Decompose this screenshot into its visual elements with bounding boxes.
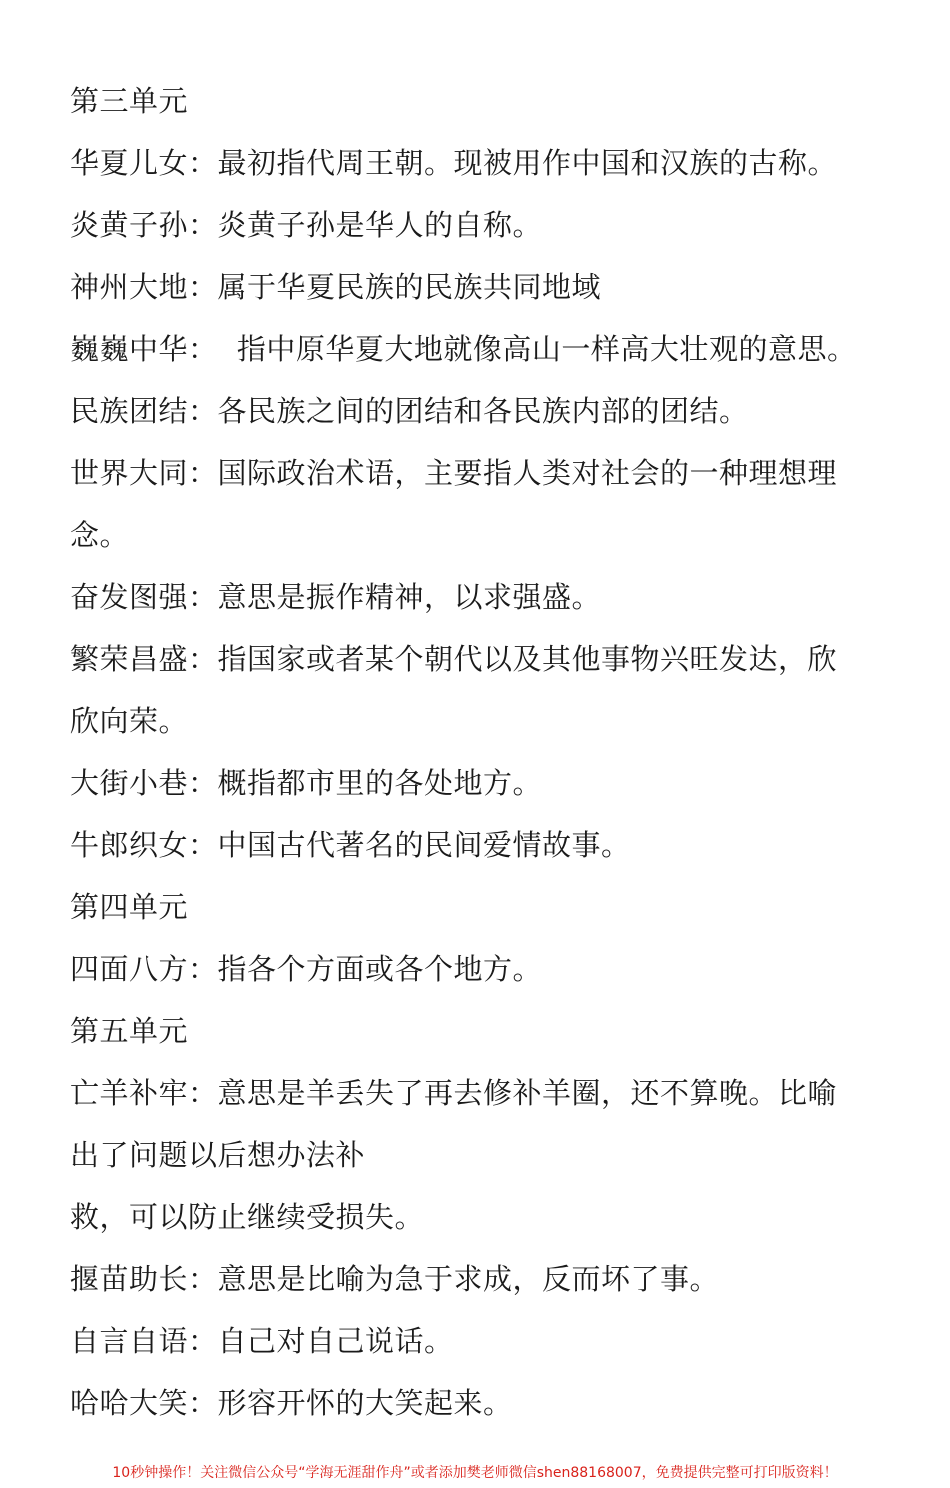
vocab-entry: 自言自语：自己对自己说话。 <box>70 1324 454 1358</box>
vocab-entry-continued: 念。 <box>70 518 130 552</box>
unit-heading: 第四单元 <box>70 890 189 924</box>
vocab-entry: 四面八方：指各个方面或各个地方。 <box>70 952 543 986</box>
footer-notice: 10秒钟操作！关注微信公众号“学海无涯甜作舟”或者添加樊老师微信shen88168007，免费提供完整可打印版资料！ <box>112 1465 838 1481</box>
vocab-entry: 神州大地：属于华夏民族的民族共同地域 <box>70 270 602 304</box>
vocab-entry-continued: 欣向荣。 <box>70 704 189 738</box>
vocab-entry-continued: 出了问题以后想办法补 <box>70 1138 366 1172</box>
vocabulary-list <box>70 70 900 1434</box>
vocab-entry: 华夏儿女：最初指代周王朝。现被用作中国和汉族的古称。 <box>70 146 838 180</box>
vocab-entry: 奋发图强：意思是振作精神，以求强盛。 <box>70 580 602 614</box>
unit-heading: 第五单元 <box>70 1014 189 1048</box>
vocab-entry: 巍巍中华： 指中原华夏大地就像高山一样高大壮观的意思。 <box>70 332 857 366</box>
vocab-entry: 炎黄子孙：炎黄子孙是华人的自称。 <box>70 208 543 242</box>
vocab-entry-continued: 救，可以防止继续受损失。 <box>70 1200 425 1234</box>
vocab-entry: 繁荣昌盛：指国家或者某个朝代以及其他事物兴旺发达，欣 <box>70 642 838 676</box>
vocab-entry: 揠苗助长：意思是比喻为急于求成，反而坏了事。 <box>70 1262 720 1296</box>
vocab-entry: 亡羊补牢：意思是羊丢失了再去修补羊圈，还不算晚。比喻 <box>70 1076 838 1110</box>
vocab-entry: 世界大同：国际政治术语，主要指人类对社会的一种理想理 <box>70 456 838 490</box>
vocab-entry: 牛郎织女：中国古代著名的民间爱情故事。 <box>70 828 631 862</box>
vocab-entry: 民族团结：各民族之间的团结和各民族内部的团结。 <box>70 394 749 428</box>
unit-heading: 第三单元 <box>70 84 189 118</box>
vocab-entry: 大街小巷：概指都市里的各处地方。 <box>70 766 543 800</box>
vocab-entry: 哈哈大笑：形容开怀的大笑起来。 <box>70 1386 513 1420</box>
